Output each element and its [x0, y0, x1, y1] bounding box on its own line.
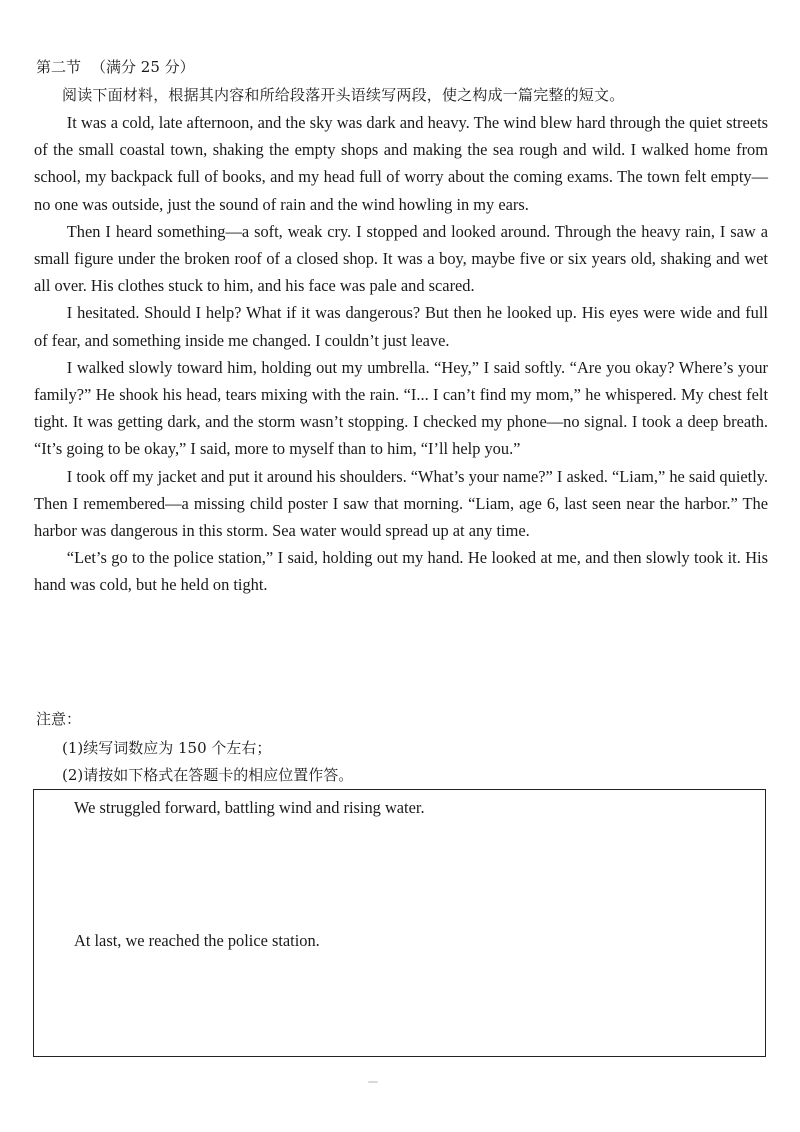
section-title: [36, 56, 195, 78]
reading-passage: [34, 109, 768, 599]
passage-paragraph-3: I hesitated. Should I help? What if it was dangerous? But then he looked up. His eyes were wide and full of fear, and something inside me changed. I couldn’t just leave.: [34, 303, 768, 350]
passage-paragraph-5: I took off my jacket and put it around his shoulders. “What’s your name?” I asked. “Liam,” he said quietly. Then I remembered—a missing child poster I saw that morning. “Liam, age 6, last seen near the harbor.” The harbor was dangerous in this storm. Sea water would spread up at any time.: [34, 466, 768, 541]
notes-label: 注意：: [36, 710, 82, 728]
passage-paragraph-4: I walked slowly toward him, holding out my umbrella. “Hey,” I said softly. “Are you okay? Where’s your family?” He shook his head, tears mixing with the rain. “I... I can’t find my mom,” he whispered. My chest felt tight. It was getting dark, and the storm wasn’t stopping. I checked my phone—no signal. I took a deep breath. “It’s going to be okay,” I said, more to myself than to him, “I’ll help you.”: [34, 357, 768, 459]
note-answer-format: (2)请按如下格式在答题卡的相应位置作答。: [62, 766, 354, 784]
note-word-count: (1)续写词数应为 150 个左右；: [62, 739, 272, 757]
paragraph-opener-2: At last, we reached the police station.: [74, 931, 320, 950]
section-score: （满分 25 分）: [91, 58, 195, 76]
task-instruction: 阅读下面材料，根据其内容和所给段落开头语续写两段，使之构成一篇完整的短文。: [62, 86, 625, 104]
paragraph-opener-1: We struggled forward, battling wind and rising water.: [74, 798, 425, 817]
answer-box: [33, 789, 766, 1057]
passage-paragraph-6: “Let’s go to the police station,” I said, holding out my hand. He looked at me, and then slowly took it. His hand was cold, but he held on tight.: [34, 548, 768, 595]
scan-speck: [368, 1081, 378, 1083]
passage-paragraph-1: It was a cold, late afternoon, and the sky was dark and heavy. The wind blew hard through the quiet streets of the small coastal town, shaking the empty shops and making the sea rough and wild. I walked home from school, my backpack full of books, and my head full of worry about the coming exams. The town felt empty—no one was outside, just the sound of rain and the wind howling in my ears.: [34, 113, 768, 214]
passage-paragraph-2: Then I heard something—a soft, weak cry. I stopped and looked around. Through the heavy rain, I saw a small figure under the broken roof of a closed shop. It was a boy, maybe five or six years old, shaking and wet all over. His clothes stuck to him, and his face was pale and scared.: [34, 221, 768, 296]
section-number: 第二节: [36, 58, 82, 76]
